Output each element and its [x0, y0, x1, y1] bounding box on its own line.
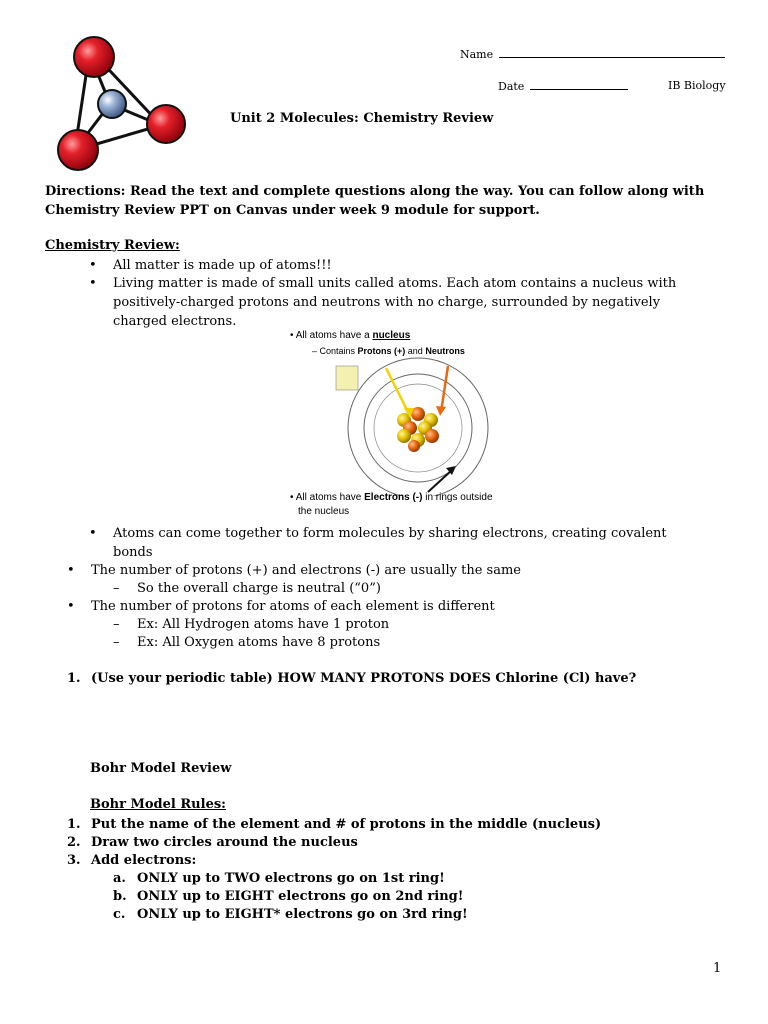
- page-number: 1: [713, 961, 722, 976]
- rule-number: 1.: [67, 817, 81, 832]
- figure-bullet-icon: •: [290, 492, 294, 503]
- bullet-text: Atoms can come together to form molecules by sharing electrons, creating covalent bonds: [113, 526, 667, 560]
- dash-icon: –: [113, 581, 120, 596]
- date-field[interactable]: [498, 79, 628, 93]
- rule-text: Add electrons:: [91, 853, 197, 868]
- subrule-letter: c.: [113, 907, 126, 922]
- question-number: 1.: [67, 671, 81, 686]
- bullet-icon: •: [89, 526, 97, 541]
- fact-text: The number of protons (+) and electrons (-) are usually the same: [91, 563, 521, 578]
- subrule-text: ONLY up to EIGHT* electrons go on 3rd ring!: [137, 907, 468, 922]
- name-label: Name: [460, 48, 494, 61]
- bullet-icon: •: [67, 563, 75, 578]
- figure-line-4: the nucleus: [298, 506, 350, 517]
- atom-diagram: [286, 326, 538, 520]
- fact-text: The number of protons for atoms of each element is different: [91, 599, 495, 614]
- date-label: Date: [498, 80, 525, 93]
- figure-line-1: • All atoms have a nucleus: [290, 330, 411, 341]
- name-field[interactable]: [460, 47, 725, 61]
- date-blank: [530, 79, 628, 90]
- bullet-icon: •: [67, 599, 75, 614]
- figure-line-3: • All atoms have Electrons (-) in rings outside: [290, 492, 493, 503]
- rule-text: Put the name of the element and # of protons in the middle (nucleus): [91, 817, 602, 832]
- subrule-letter: a.: [113, 871, 126, 886]
- rule-number: 3.: [67, 853, 81, 868]
- chemistry-review-heading: Chemistry Review:: [45, 238, 180, 253]
- name-blank: [499, 47, 725, 58]
- molecule-logo-icon: [48, 34, 198, 184]
- bohr-rules-heading: Bohr Model Rules:: [90, 797, 226, 812]
- subrule-text: ONLY up to EIGHT electrons go on 2nd ring!: [137, 889, 464, 904]
- list-item: [89, 274, 709, 331]
- subrule-text: ONLY up to TWO electrons go on 1st ring!: [137, 871, 445, 886]
- figure-bullet-icon: •: [290, 330, 294, 341]
- bullet-icon: •: [89, 258, 97, 273]
- atom-drawing: [286, 356, 538, 496]
- fact-sub-text: Ex: All Hydrogen atoms have 1 proton: [137, 617, 390, 632]
- bullet-icon: •: [89, 276, 97, 291]
- fact-sub-text: So the overall charge is neutral (“0”): [137, 581, 381, 596]
- course-label: IB Biology: [668, 79, 726, 92]
- rule-number: 2.: [67, 835, 81, 850]
- rule-text: Draw two circles around the nucleus: [91, 835, 358, 850]
- fact-sub-text: Ex: All Oxygen atoms have 8 protons: [137, 635, 381, 650]
- bullet-text: Living matter is made of small units called atoms. Each atom contains a nucleus with positively-charged protons and neutrons with no charge, surrounded by negatively charged electrons.: [113, 276, 677, 329]
- subrule-letter: b.: [113, 889, 127, 904]
- directions-text: Directions: Read the text and complete questions along the way. You can follow along with Chemistry Review PPT on Canvas under week 9 module for support.: [45, 184, 705, 218]
- dash-icon: –: [113, 635, 120, 650]
- bohr-review-heading: Bohr Model Review: [90, 761, 232, 776]
- figure-line-2: – Contains Protons (+) and Neutrons: [312, 346, 465, 356]
- bullet-text: All matter is made up of atoms!!!: [113, 258, 332, 273]
- question-text: (Use your periodic table) HOW MANY PROTONS DOES Chlorine (Cl) have?: [91, 671, 637, 686]
- page-title: Unit 2 Molecules: Chemistry Review: [230, 111, 494, 126]
- dash-icon: –: [113, 617, 120, 632]
